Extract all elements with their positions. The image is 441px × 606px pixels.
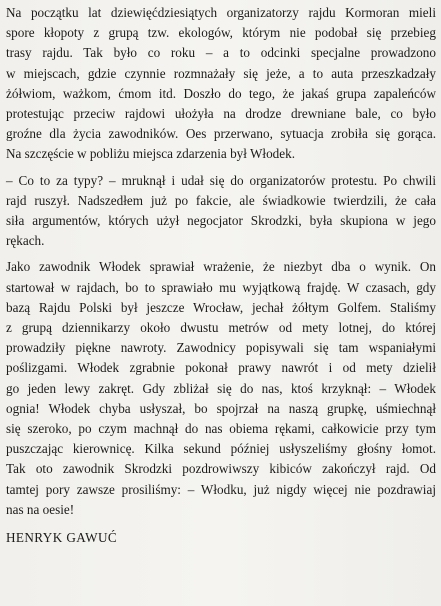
author-signature: HENRYK GAWUĆ [6, 530, 118, 546]
text-line: spore kłopoty z grupą tzw. ekologów, którym nie podobał się przebieg [6, 25, 436, 41]
text-line: rajd ruszył. Nadszedłem już po fakcie, ale świadkowie twierdzili, że cała [6, 192, 436, 208]
paragraph-1 [6, 3, 436, 165]
paragraph-3 [6, 257, 436, 520]
text-line: puszczając kierownicę. Kilka sekund później usłyszeliśmy głośny łomot. [6, 441, 436, 457]
text-line: nas na oesie! [6, 501, 75, 517]
text-line: go jeden lewy zakręt. Gdy zbliżał się do nas, ktoś krzyknął: – Włodek [6, 380, 436, 396]
text-line: trasy rajdu. Tak było co roku – a to odcinki specjalne prowadzono [6, 45, 436, 61]
text-line: Na szczęście w pobliżu miejsca zdarzenia był Włodek. [6, 146, 296, 162]
text-line: z grupą dziennikarzy około dwustu metrów od mety lotnej, do której [6, 320, 436, 336]
text-line: – Co to za typy? – mruknął i udał się do organizatorów protestu. Po chwili [6, 172, 436, 188]
text-line: startował w rajdach, bo to sprawiało mu wyjątkową frajdę. W czasach, gdy [6, 279, 436, 295]
text-line: prowadziły piękne nawroty. Zawodnicy popisywali się tam wspaniałymi [6, 340, 436, 356]
text-line: ognia! Włodek chyba usłyszał, bo spojrzał na naszą grupkę, uśmiechnął [6, 400, 436, 416]
text-line: protestując przeciw rajdowi ułożyła na drodze drewniane bale, co było [6, 106, 436, 122]
article-body [6, 3, 436, 548]
text-line: Jako zawodnik Włodek sprawiał wrażenie, że niezbyt dba o wynik. On [6, 259, 436, 275]
text-line: poślizgami. Włodek zgrabnie pokonał prawy nawrót i od mety dzielił [6, 360, 436, 376]
text-line: groźne dla życia zawodników. Oes przerwano, sytuacja zrobiła się gorąca. [6, 126, 436, 142]
text-line: w miejscach, gdzie czynnie rozmnażały się jeże, a to auta przeszkadzały [6, 65, 436, 81]
text-line: żółwiom, ważkom, ćmom itd. Doszło do tego, że jakaś grupa zapaleńców [6, 85, 436, 101]
paragraph-2 [6, 171, 436, 252]
text-line: Na początku lat dziewięćdziesiątych organizatorzy rajdu Kormoran mieli [6, 5, 436, 20]
text-line: tamtej pory zawsze prosiliśmy: – Włodku, już nigdy więcej nie pozdrawiaj [6, 481, 436, 497]
text-line: bazą Rajdu Polski był jeszcze Wrocław, jechał żółtym Golfem. Staliśmy [6, 299, 436, 315]
text-line: Tak oto zawodnik Skrodzki pozdrowiwszy kibiców zakończył rajd. Od [6, 461, 436, 477]
text-line: rękach. [6, 233, 45, 249]
text-line: się szeroko, po czym machnął do nas obiema rękami, całkowicie przy tym [6, 421, 436, 437]
text-line: siła argumentów, których użył negocjator Skrodzki, była skupiona w jego [6, 213, 436, 229]
